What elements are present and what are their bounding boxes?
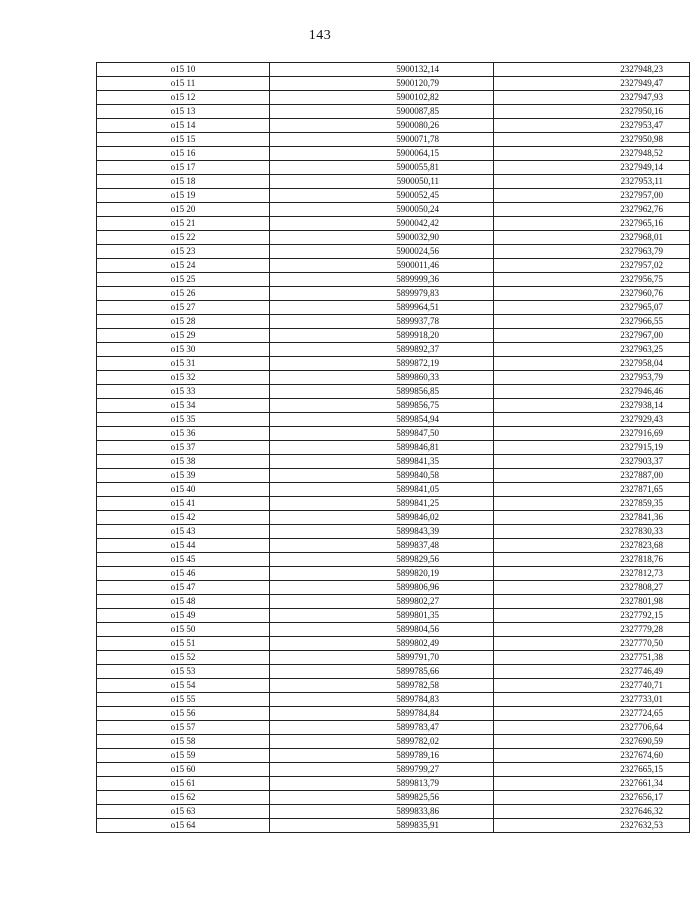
table-row [97,441,690,455]
point-id-cell: o15 60 [97,763,270,777]
table-row [97,637,690,651]
x-coordinate-cell: 5900071,78 [270,133,494,147]
point-id-cell: o15 16 [97,147,270,161]
table-row [97,679,690,693]
x-coordinate-cell: 5899840,58 [270,469,494,483]
point-id-cell: o15 42 [97,511,270,525]
table-row [97,371,690,385]
point-id-cell: o15 10 [97,63,270,77]
x-coordinate-cell: 5899856,75 [270,399,494,413]
x-coordinate-cell: 5899841,05 [270,483,494,497]
y-coordinate-cell: 2327746,49 [494,665,690,679]
x-coordinate-cell: 5899802,27 [270,595,494,609]
point-id-cell: o15 19 [97,189,270,203]
table-row [97,651,690,665]
table-row [97,735,690,749]
point-id-cell: o15 38 [97,455,270,469]
table-row [97,245,690,259]
table-row [97,343,690,357]
x-coordinate-cell: 5899813,79 [270,777,494,791]
point-id-cell: o15 32 [97,371,270,385]
table-row [97,77,690,91]
table-row [97,427,690,441]
table-row [97,413,690,427]
x-coordinate-cell: 5899802,49 [270,637,494,651]
x-coordinate-cell: 5899782,02 [270,735,494,749]
table-row [97,483,690,497]
x-coordinate-cell: 5899860,33 [270,371,494,385]
y-coordinate-cell: 2327958,04 [494,357,690,371]
x-coordinate-cell: 5899825,56 [270,791,494,805]
x-coordinate-cell: 5900132,14 [270,63,494,77]
x-coordinate-cell: 5900080,26 [270,119,494,133]
table-row [97,665,690,679]
point-id-cell: o15 17 [97,161,270,175]
point-id-cell: o15 49 [97,609,270,623]
table-row [97,133,690,147]
y-coordinate-cell: 2327808,27 [494,581,690,595]
y-coordinate-cell: 2327963,79 [494,245,690,259]
x-coordinate-cell: 5900024,56 [270,245,494,259]
table-row [97,581,690,595]
table-row [97,777,690,791]
y-coordinate-cell: 2327950,98 [494,133,690,147]
x-coordinate-cell: 5899872,19 [270,357,494,371]
x-coordinate-cell: 5899846,81 [270,441,494,455]
y-coordinate-cell: 2327903,37 [494,455,690,469]
y-coordinate-cell: 2327948,52 [494,147,690,161]
table-row [97,791,690,805]
x-coordinate-cell: 5899846,02 [270,511,494,525]
page-number: 143 [308,28,332,43]
y-coordinate-cell: 2327656,17 [494,791,690,805]
x-coordinate-cell: 5899918,20 [270,329,494,343]
x-coordinate-cell: 5900050,11 [270,175,494,189]
table-row [97,63,690,77]
point-id-cell: o15 30 [97,343,270,357]
table-row [97,553,690,567]
table-row [97,707,690,721]
y-coordinate-cell: 2327779,28 [494,623,690,637]
x-coordinate-cell: 5899791,70 [270,651,494,665]
point-id-cell: o15 61 [97,777,270,791]
point-id-cell: o15 36 [97,427,270,441]
x-coordinate-cell: 5899820,19 [270,567,494,581]
x-coordinate-cell: 5899789,16 [270,749,494,763]
point-id-cell: o15 24 [97,259,270,273]
x-coordinate-cell: 5899801,35 [270,609,494,623]
y-coordinate-cell: 2327646,32 [494,805,690,819]
table-row [97,595,690,609]
coordinates-table-body [97,63,690,833]
point-id-cell: o15 12 [97,91,270,105]
y-coordinate-cell: 2327818,76 [494,553,690,567]
table-row [97,175,690,189]
table-row [97,105,690,119]
y-coordinate-cell: 2327956,75 [494,273,690,287]
x-coordinate-cell: 5899784,83 [270,693,494,707]
y-coordinate-cell: 2327953,11 [494,175,690,189]
x-coordinate-cell: 5899847,50 [270,427,494,441]
table-row [97,91,690,105]
y-coordinate-cell: 2327963,25 [494,343,690,357]
point-id-cell: o15 50 [97,623,270,637]
y-coordinate-cell: 2327801,98 [494,595,690,609]
y-coordinate-cell: 2327823,68 [494,539,690,553]
point-id-cell: o15 23 [97,245,270,259]
table-row [97,455,690,469]
table-row [97,315,690,329]
point-id-cell: o15 46 [97,567,270,581]
table-row [97,567,690,581]
point-id-cell: o15 31 [97,357,270,371]
x-coordinate-cell: 5899806,96 [270,581,494,595]
point-id-cell: o15 40 [97,483,270,497]
table-row [97,357,690,371]
table-row [97,301,690,315]
table-row [97,231,690,245]
point-id-cell: o15 56 [97,707,270,721]
table-row [97,497,690,511]
point-id-cell: o15 63 [97,805,270,819]
x-coordinate-cell: 5899999,36 [270,273,494,287]
x-coordinate-cell: 5899835,91 [270,819,494,833]
table-row [97,525,690,539]
point-id-cell: o15 37 [97,441,270,455]
y-coordinate-cell: 2327957,00 [494,189,690,203]
point-id-cell: o15 11 [97,77,270,91]
coordinates-table [96,62,690,833]
x-coordinate-cell: 5899892,37 [270,343,494,357]
x-coordinate-cell: 5900032,90 [270,231,494,245]
x-coordinate-cell: 5899841,25 [270,497,494,511]
table-row [97,385,690,399]
table-row [97,511,690,525]
y-coordinate-cell: 2327740,71 [494,679,690,693]
y-coordinate-cell: 2327965,16 [494,217,690,231]
y-coordinate-cell: 2327966,55 [494,315,690,329]
table-row [97,217,690,231]
point-id-cell: o15 58 [97,735,270,749]
table-row [97,805,690,819]
point-id-cell: o15 43 [97,525,270,539]
table-row [97,273,690,287]
x-coordinate-cell: 5900055,81 [270,161,494,175]
table-row [97,539,690,553]
point-id-cell: o15 25 [97,273,270,287]
y-coordinate-cell: 2327946,46 [494,385,690,399]
y-coordinate-cell: 2327960,76 [494,287,690,301]
y-coordinate-cell: 2327690,59 [494,735,690,749]
y-coordinate-cell: 2327632,53 [494,819,690,833]
table-row [97,399,690,413]
point-id-cell: o15 27 [97,301,270,315]
x-coordinate-cell: 5900102,82 [270,91,494,105]
y-coordinate-cell: 2327665,15 [494,763,690,777]
y-coordinate-cell: 2327887,00 [494,469,690,483]
table-row [97,749,690,763]
y-coordinate-cell: 2327953,47 [494,119,690,133]
x-coordinate-cell: 5899937,78 [270,315,494,329]
y-coordinate-cell: 2327770,50 [494,637,690,651]
table-row [97,623,690,637]
point-id-cell: o15 28 [97,315,270,329]
table-row [97,819,690,833]
y-coordinate-cell: 2327968,01 [494,231,690,245]
x-coordinate-cell: 5899841,35 [270,455,494,469]
point-id-cell: o15 54 [97,679,270,693]
x-coordinate-cell: 5900087,85 [270,105,494,119]
x-coordinate-cell: 5899856,85 [270,385,494,399]
table-row [97,189,690,203]
x-coordinate-cell: 5900120,79 [270,77,494,91]
table-row [97,119,690,133]
point-id-cell: o15 62 [97,791,270,805]
table-row [97,329,690,343]
y-coordinate-cell: 2327841,36 [494,511,690,525]
x-coordinate-cell: 5899783,47 [270,721,494,735]
x-coordinate-cell: 5899785,66 [270,665,494,679]
table-row [97,203,690,217]
x-coordinate-cell: 5899843,39 [270,525,494,539]
point-id-cell: o15 48 [97,595,270,609]
point-id-cell: o15 22 [97,231,270,245]
table-row [97,147,690,161]
point-id-cell: o15 15 [97,133,270,147]
x-coordinate-cell: 5899829,56 [270,553,494,567]
x-coordinate-cell: 5899854,94 [270,413,494,427]
y-coordinate-cell: 2327949,14 [494,161,690,175]
y-coordinate-cell: 2327706,64 [494,721,690,735]
point-id-cell: o15 47 [97,581,270,595]
table-row [97,161,690,175]
y-coordinate-cell: 2327950,16 [494,105,690,119]
point-id-cell: o15 59 [97,749,270,763]
point-id-cell: o15 45 [97,553,270,567]
x-coordinate-cell: 5900064,15 [270,147,494,161]
table-row [97,469,690,483]
point-id-cell: o15 13 [97,105,270,119]
x-coordinate-cell: 5899979,83 [270,287,494,301]
y-coordinate-cell: 2327949,47 [494,77,690,91]
y-coordinate-cell: 2327953,79 [494,371,690,385]
point-id-cell: o15 20 [97,203,270,217]
point-id-cell: o15 18 [97,175,270,189]
point-id-cell: o15 64 [97,819,270,833]
table-row [97,693,690,707]
y-coordinate-cell: 2327859,35 [494,497,690,511]
point-id-cell: o15 26 [97,287,270,301]
point-id-cell: o15 55 [97,693,270,707]
y-coordinate-cell: 2327792,15 [494,609,690,623]
y-coordinate-cell: 2327967,00 [494,329,690,343]
x-coordinate-cell: 5900042,42 [270,217,494,231]
point-id-cell: o15 14 [97,119,270,133]
y-coordinate-cell: 2327916,69 [494,427,690,441]
point-id-cell: o15 52 [97,651,270,665]
y-coordinate-cell: 2327812,73 [494,567,690,581]
x-coordinate-cell: 5900052,45 [270,189,494,203]
point-id-cell: o15 39 [97,469,270,483]
y-coordinate-cell: 2327947,93 [494,91,690,105]
y-coordinate-cell: 2327751,38 [494,651,690,665]
y-coordinate-cell: 2327724,65 [494,707,690,721]
point-id-cell: o15 41 [97,497,270,511]
point-id-cell: o15 44 [97,539,270,553]
y-coordinate-cell: 2327957,02 [494,259,690,273]
y-coordinate-cell: 2327733,01 [494,693,690,707]
point-id-cell: o15 35 [97,413,270,427]
point-id-cell: o15 21 [97,217,270,231]
x-coordinate-cell: 5900050,24 [270,203,494,217]
table-row [97,259,690,273]
table-row [97,721,690,735]
x-coordinate-cell: 5899804,56 [270,623,494,637]
table-row [97,287,690,301]
x-coordinate-cell: 5899964,51 [270,301,494,315]
x-coordinate-cell: 5899782,58 [270,679,494,693]
point-id-cell: o15 57 [97,721,270,735]
y-coordinate-cell: 2327948,23 [494,63,690,77]
y-coordinate-cell: 2327830,33 [494,525,690,539]
y-coordinate-cell: 2327929,43 [494,413,690,427]
x-coordinate-cell: 5899784,84 [270,707,494,721]
y-coordinate-cell: 2327965,07 [494,301,690,315]
y-coordinate-cell: 2327938,14 [494,399,690,413]
y-coordinate-cell: 2327674,60 [494,749,690,763]
x-coordinate-cell: 5900011,46 [270,259,494,273]
y-coordinate-cell: 2327915,19 [494,441,690,455]
y-coordinate-cell: 2327661,34 [494,777,690,791]
x-coordinate-cell: 5899799,27 [270,763,494,777]
table-row [97,763,690,777]
y-coordinate-cell: 2327871,65 [494,483,690,497]
x-coordinate-cell: 5899837,48 [270,539,494,553]
point-id-cell: o15 29 [97,329,270,343]
point-id-cell: o15 53 [97,665,270,679]
table-row [97,609,690,623]
x-coordinate-cell: 5899833,86 [270,805,494,819]
point-id-cell: o15 51 [97,637,270,651]
point-id-cell: o15 34 [97,399,270,413]
point-id-cell: o15 33 [97,385,270,399]
y-coordinate-cell: 2327962,76 [494,203,690,217]
